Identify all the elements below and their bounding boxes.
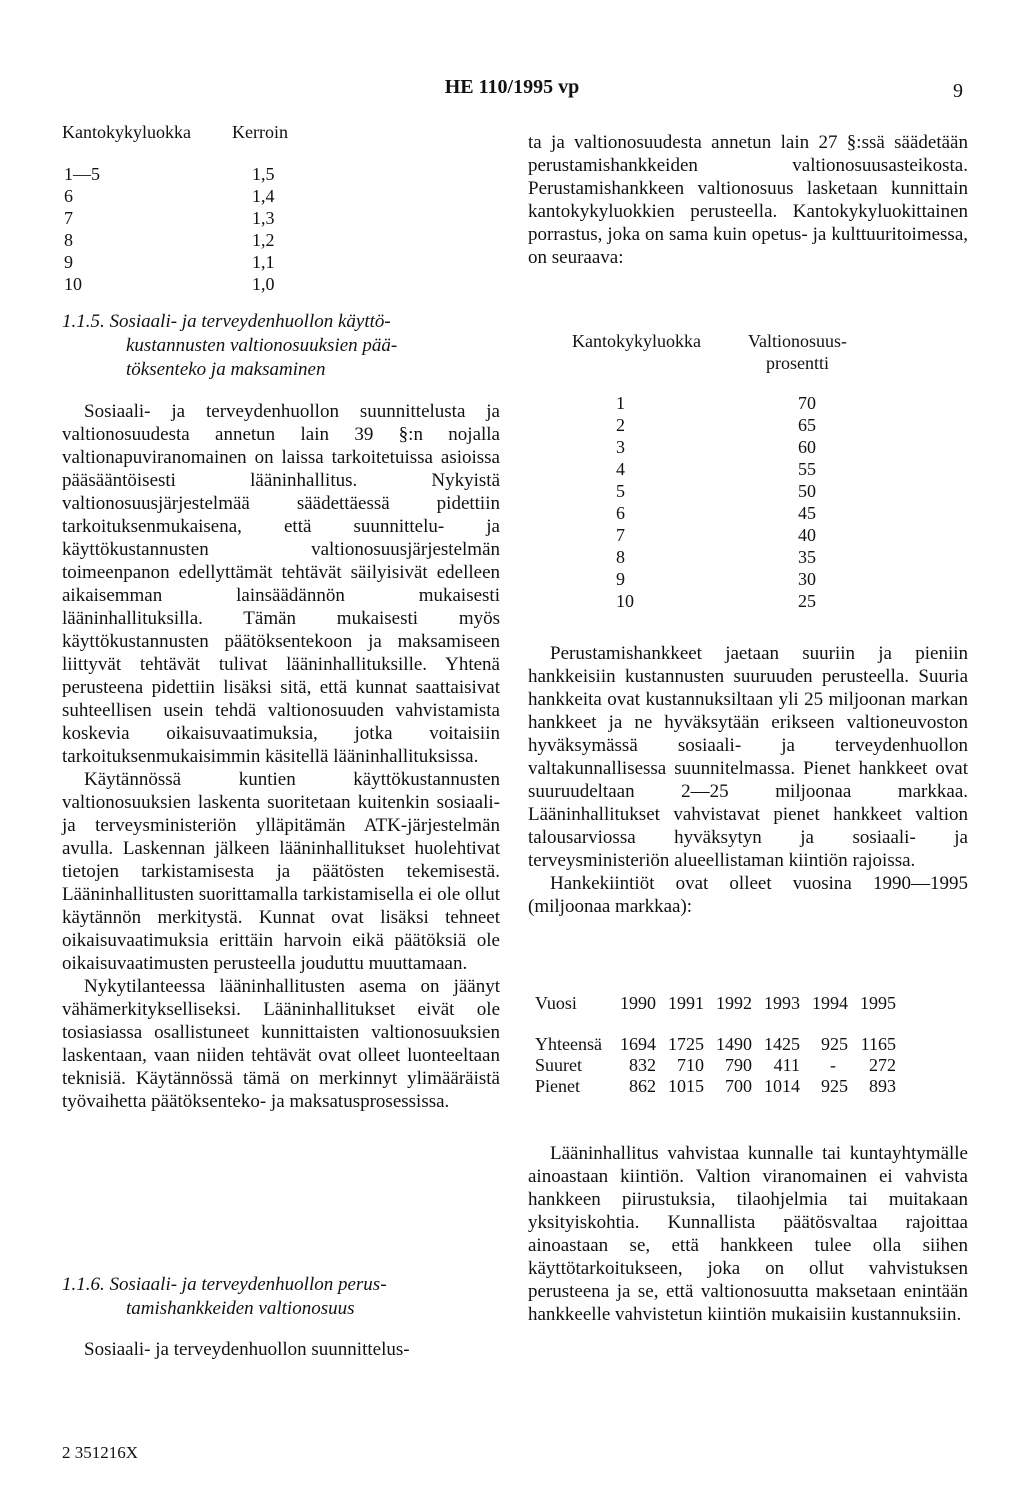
coef-class: 10 — [64, 274, 82, 294]
table-row — [572, 436, 847, 458]
row-label: Suuret — [535, 1055, 582, 1075]
pct-value: 45 — [798, 503, 816, 523]
table-row — [572, 568, 847, 590]
table-row — [572, 414, 847, 436]
pct-value: 60 — [798, 437, 816, 457]
paragraph: Sosiaali- ja terveydenhuollon suunnittelus- — [84, 1339, 410, 1360]
cell: 862 — [628, 1076, 656, 1096]
table-row — [572, 480, 847, 502]
pct-header-class: Kantokykyluokka — [572, 331, 701, 351]
heading-line: tamishankkeiden valtionosuus — [126, 1298, 355, 1319]
cell: - — [829, 1055, 836, 1075]
cell: 1015 — [667, 1076, 704, 1096]
row-label: Pienet — [535, 1076, 580, 1096]
table-row — [62, 207, 288, 229]
cell: 925 — [820, 1076, 848, 1096]
row-label: Yhteensä — [535, 1034, 602, 1054]
table-row — [572, 546, 847, 568]
cell: 790 — [724, 1055, 752, 1075]
pct-value: 40 — [798, 525, 816, 545]
pct-header-line: Valtionosuus- — [748, 331, 847, 351]
cell: 700 — [724, 1076, 752, 1096]
table-row — [62, 229, 288, 251]
pct-class: 4 — [616, 459, 625, 479]
year-header: 1990 — [619, 993, 656, 1013]
coef-class: 1—5 — [64, 164, 100, 184]
coef-factor: 1,2 — [252, 230, 275, 250]
coef-factor: 1,5 — [252, 164, 275, 184]
table-row — [62, 185, 288, 207]
cell: 832 — [628, 1055, 656, 1075]
year-header: 1995 — [859, 993, 896, 1013]
page-number: 9 — [953, 80, 963, 102]
cell: 1725 — [667, 1034, 704, 1054]
cell: 1014 — [763, 1076, 800, 1096]
coef-class: 9 — [64, 252, 73, 272]
cell: 925 — [820, 1034, 848, 1054]
table-row — [572, 458, 847, 480]
heading-line: töksenteko ja maksaminen — [126, 359, 326, 380]
pct-class: 1 — [616, 393, 625, 413]
paragraph: Käytännössä kuntien käyttökustannusten valtionosuuksien laskenta suoritetaan kuitenkin sosiaali- ja terveysministeriön ylläpitämän ATK-järjestelmän avulla. Laskennan jälkeen lääninhallitukset huolehtivat tietojen tarkistamisesta ja päätösten tekemisestä. Lääninhallitusten suorittamalla tarkistamisella ei ole ollut käytännön merkitystä. Kunnat ovat lisäksi tehneet oikaisuvaatimuksia erittäin harvoin eikä päätöksiä ole oikaisuvaatimusten perusteella jouduttu muuttamaan. — [62, 769, 500, 974]
table-row — [572, 524, 847, 546]
table-row — [62, 273, 288, 295]
paragraph: Lääninhallitus vahvistaa kunnalle tai kuntayhtymälle ainoastaan kiintiön. Valtion viranomainen ei vahvista hankkeen piirustuksia, tilaohjelmia tai muitakaan yksityiskohtia. Kunnallista päätösvaltaa rajoittaa ainoastaan se, että hankkeen tulee olla siihen käyttötarkoitukseen, joka on ollut vahvistuksen perusteena ja se, että valtionosuutta maksetaan enintään hankkeelle vahvistetun kiintiön mukaisiin kustannuksiin. — [528, 1143, 968, 1325]
cell: 1165 — [860, 1034, 896, 1054]
year-header: 1994 — [811, 993, 848, 1013]
heading-line: 1.1.6. Sosiaali- ja terveydenhuollon perus- — [62, 1274, 387, 1295]
table-row — [62, 251, 288, 273]
table-row — [572, 502, 847, 524]
cell: 893 — [868, 1076, 896, 1096]
coef-factor: 1,4 — [252, 186, 275, 206]
pct-header-percent — [748, 330, 847, 374]
project-quota-table — [535, 993, 896, 1097]
table-row — [535, 1055, 896, 1076]
section-heading-1-1-5 — [62, 310, 482, 382]
section-heading-1-1-6 — [62, 1273, 482, 1321]
year-header: 1993 — [763, 993, 800, 1013]
coef-class: 7 — [64, 208, 73, 228]
year-header: 1992 — [715, 993, 752, 1013]
pct-class: 2 — [616, 415, 625, 435]
percentage-table — [572, 330, 847, 612]
cell: 1694 — [619, 1034, 656, 1054]
table-header-row — [535, 993, 896, 1014]
heading-line: 1.1.5. Sosiaali- ja terveydenhuollon käyttö- — [62, 311, 391, 332]
coefficient-table — [62, 121, 288, 295]
pct-class: 6 — [616, 503, 625, 523]
paragraph: Perustamishankkeet jaetaan suuriin ja pieniin hankkeisiin kustannusten suuruuden perusteella. Suuria hankkeita ovat kustannuksiltaan yli 25 miljoonan markan hankkeet ja ne hyväksytään erikseen valtioneuvoston hyväksymässä sosiaali- ja terveydenhuollon valtakunnallisessa suunnitelmassa. Pienet hankkeet ovat suuruudeltaan 2—25 miljoonaa markkaa. Lääninhallitukset vahvistavat pienet hankkeet valtion talousarviossa hyväksytyn ja sosiaali- ja terveysministeriön alueellistaman kiintiön rajoissa. — [528, 643, 968, 871]
pct-value: 55 — [798, 459, 816, 479]
pct-class: 10 — [616, 591, 634, 611]
heading-line: kustannusten valtionosuuksien pää- — [126, 335, 398, 356]
coef-class: 8 — [64, 230, 73, 250]
coef-factor: 1,1 — [252, 252, 275, 272]
coef-factor: 1,0 — [252, 274, 275, 294]
pct-value: 25 — [798, 591, 816, 611]
pct-value: 35 — [798, 547, 816, 567]
table-row — [572, 590, 847, 612]
footer-code: 2 351216X — [62, 1443, 139, 1462]
document-title: HE 110/1995 vp — [444, 76, 580, 98]
coef-factor: 1,3 — [252, 208, 275, 228]
pct-value: 50 — [798, 481, 816, 501]
coef-class: 6 — [64, 186, 73, 206]
year-header: 1991 — [667, 993, 704, 1013]
coef-header-factor: Kerroin — [232, 122, 288, 142]
cell: 411 — [773, 1055, 800, 1075]
table-row — [572, 392, 847, 414]
pct-value: 30 — [798, 569, 816, 589]
pct-value: 65 — [798, 415, 816, 435]
pct-class: 3 — [616, 437, 625, 457]
table-row — [62, 163, 288, 185]
cell: 1490 — [715, 1034, 752, 1054]
pct-class: 9 — [616, 569, 625, 589]
cell: 1425 — [763, 1034, 800, 1054]
cell: 710 — [676, 1055, 704, 1075]
paragraph: Nykytilanteessa lääninhallitusten asema on jäänyt vähämerkitykselliseksi. Lääninhallitukset eivät ole tosiasiassa osallistuneet kunnittaisten valtionosuuksien laskentaan, vaan niiden tehtävät ovat olleet luonteeltaan teknisiä. Käytännössä tämä on merkinnyt ylimääräistä työvaihetta päätöksenteko- ja maksatusprosessissa. — [62, 976, 500, 1112]
pct-value: 70 — [798, 393, 816, 413]
pct-class: 8 — [616, 547, 625, 567]
paragraph: ta ja valtionosuudesta annetun lain 27 §:ssä säädetään perustamishankkeiden valtionosuusasteikosta. Perustamishankkeen valtionosuus lasketaan kunnittain kantokykyluokkien perusteella. Kantokykyluokittainen porrastus, joka on sama kuin opetus- ja kulttuuritoimessa, on seuraava: — [528, 132, 968, 268]
pct-class: 5 — [616, 481, 625, 501]
table-row — [535, 1034, 896, 1055]
coef-header-class: Kantokykyluokka — [62, 122, 191, 142]
year-header-label: Vuosi — [535, 993, 577, 1013]
paragraph: Sosiaali- ja terveydenhuollon suunnittelusta ja valtionosuudesta annetun lain 39 §:n nojalla valtionapuviranomainen on laissa tarkoitetuissa asioissa pääsääntöisesti lääninhallitus. Nykyistä valtionosuusjärjestelmää säädettäessä pidettiin tarkoituksenmukaisena, että suunnittelu- ja käyttökustannusten valtionosuusjärjestelmän toimeenpanon edellyttämät tehtävät säilyisivät edelleen aikaisemman lainsäädännön mukaisesti lääninhallituksilla. Tämän mukaisesti myös käyttökustannusten päätöksentekoon ja maksamiseen liittyvät tehtävät tulivat lääninhallituksille. Yhtenä perusteena pidettiin lisäksi sitä, että kunnat saattaisivat suhteellisen usein tehdä valtionosuuden vahvistamista koskevia oikaisuvaatimuksia, jotka voitaisiin tarkoituksenmukaisimmin käsitellä lääninhallituksissa. — [62, 401, 500, 767]
cell: 272 — [868, 1055, 896, 1075]
pct-class: 7 — [616, 525, 625, 545]
paragraph: Hankekiintiöt ovat olleet vuosina 1990—1995 (miljoonaa markkaa): — [528, 873, 968, 917]
table-row — [535, 1076, 896, 1097]
pct-header-line: prosentti — [766, 353, 829, 373]
